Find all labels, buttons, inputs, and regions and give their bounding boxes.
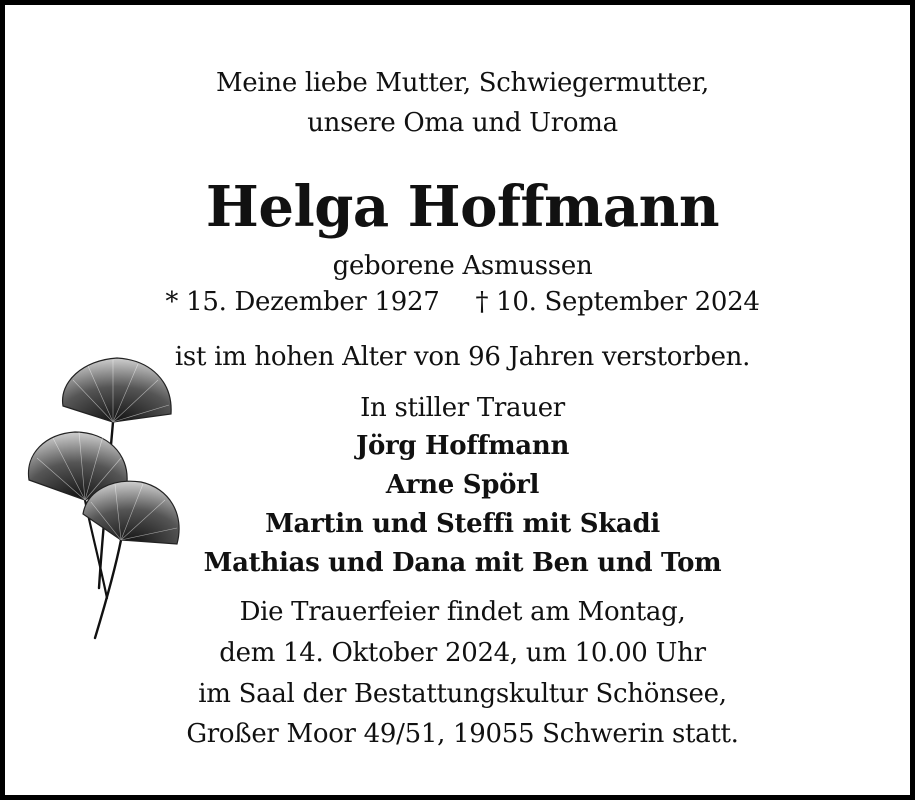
ceremony-line-3: im Saal der Bestattungskultur Schönsee, [198,679,727,709]
mourner-2: Arne Spörl [385,470,540,500]
deceased-name: Helga Hoffmann [205,174,720,240]
intro-line-1: Meine liebe Mutter, Schwiegermutter, [215,68,710,98]
mourner-1: Jörg Hoffmann [355,431,570,461]
birth-date: * 15. Dezember 1927 [165,287,440,317]
life-dates [5,286,915,318]
mourner-4: Mathias und Dana mit Ben und Tom [203,548,722,578]
mourner-3: Martin und Steffi mit Skadi [265,509,660,539]
intro-line-2: unsere Oma und Uroma [307,108,618,138]
ginkgo-leaves-icon [23,350,183,645]
ceremony-line-1: Die Trauerfeier findet am Montag, [239,597,686,627]
death-date: † 10. September 2024 [475,287,760,317]
mourning-intro: In stiller Trauer [360,393,565,423]
age-statement: ist im hohen Alter von 96 Jahren verstorben. [174,342,751,372]
ceremony-line-4: Großer Moor 49/51, 19055 Schwerin statt. [186,719,739,749]
ginkgo-leaf-bottom [83,481,179,544]
ceremony-line-2: dem 14. Oktober 2024, um 10.00 Uhr [219,638,706,668]
maiden-name: geborene Asmussen [332,251,593,281]
